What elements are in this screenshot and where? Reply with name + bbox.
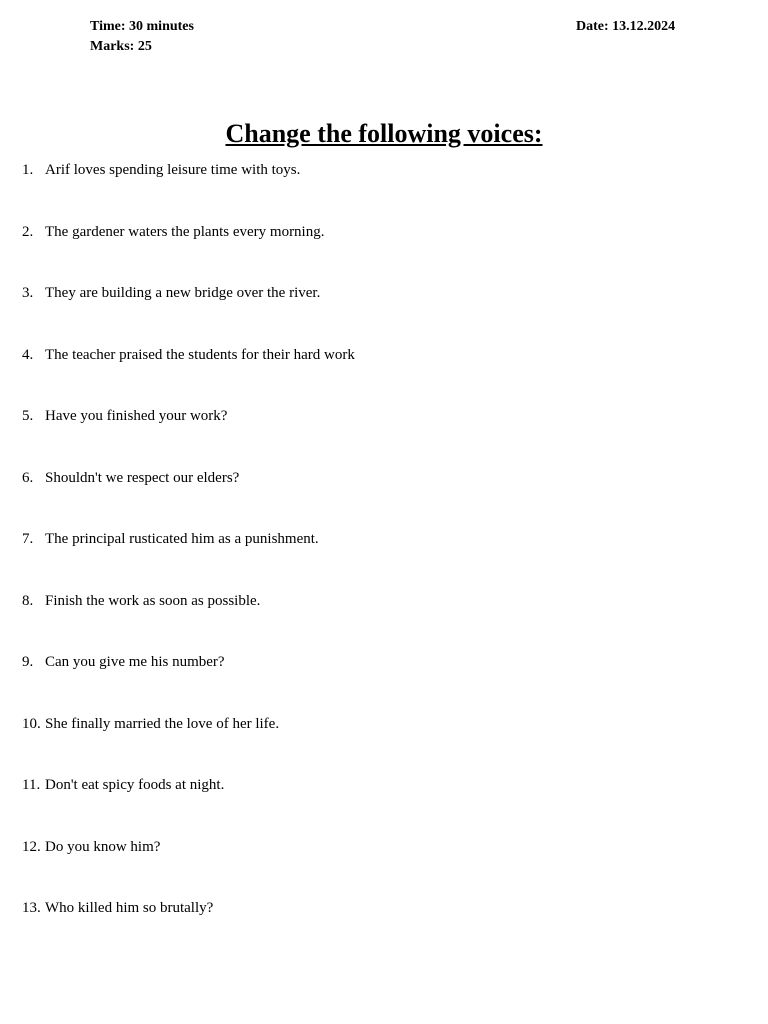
question-text: Don't eat spicy foods at night. bbox=[45, 777, 225, 793]
page-title: Change the following voices: bbox=[225, 119, 543, 148]
question-text: She finally married the love of her life. bbox=[45, 715, 280, 732]
question-number: 5. bbox=[22, 408, 34, 424]
question-text: Have you finished your work? bbox=[45, 408, 228, 424]
question-item bbox=[22, 466, 355, 528]
question-number: 2. bbox=[22, 223, 34, 240]
question-item bbox=[22, 773, 355, 835]
question-text: Shouldn't we respect our elders? bbox=[45, 469, 240, 486]
question-text: The gardener waters the plants every morning. bbox=[45, 223, 325, 240]
question-number: 8. bbox=[22, 592, 34, 609]
time-label: Time: 30 minutes bbox=[90, 19, 194, 34]
question-item bbox=[22, 896, 355, 958]
question-text: Arif loves spending leisure time with toys. bbox=[45, 162, 301, 178]
question-text: They are building a new bridge over the river. bbox=[45, 285, 321, 301]
question-text: The teacher praised the students for their hard work bbox=[45, 346, 355, 363]
question-text: Do you know him? bbox=[45, 838, 161, 855]
exam-info bbox=[90, 17, 194, 57]
question-number: 13. bbox=[22, 900, 41, 916]
question-number: 6. bbox=[22, 469, 34, 486]
question-number: 1. bbox=[22, 162, 34, 178]
question-item bbox=[22, 343, 355, 405]
question-number: 9. bbox=[22, 654, 34, 670]
question-text: The principal rusticated him as a punishment. bbox=[45, 531, 319, 547]
question-text: Who killed him so brutally? bbox=[45, 900, 214, 916]
question-number: 12. bbox=[22, 838, 41, 855]
question-item bbox=[22, 281, 355, 343]
date-label: Date: 13.12.2024 bbox=[576, 19, 676, 34]
question-item bbox=[22, 589, 355, 651]
question-item bbox=[22, 158, 355, 220]
question-number: 11. bbox=[22, 777, 41, 793]
marks-label: Marks: 25 bbox=[90, 39, 152, 54]
question-item bbox=[22, 404, 355, 466]
question-item bbox=[22, 650, 355, 712]
question-item bbox=[22, 527, 355, 589]
question-text: Can you give me his number? bbox=[45, 654, 225, 670]
question-text: Finish the work as soon as possible. bbox=[45, 592, 261, 609]
question-number: 3. bbox=[22, 285, 34, 301]
question-item bbox=[22, 835, 355, 897]
question-number: 7. bbox=[22, 531, 34, 547]
question-item bbox=[22, 220, 355, 282]
question-item bbox=[22, 712, 355, 774]
question-number: 4. bbox=[22, 346, 34, 363]
question-number: 10. bbox=[22, 715, 41, 732]
question-list bbox=[22, 158, 355, 958]
